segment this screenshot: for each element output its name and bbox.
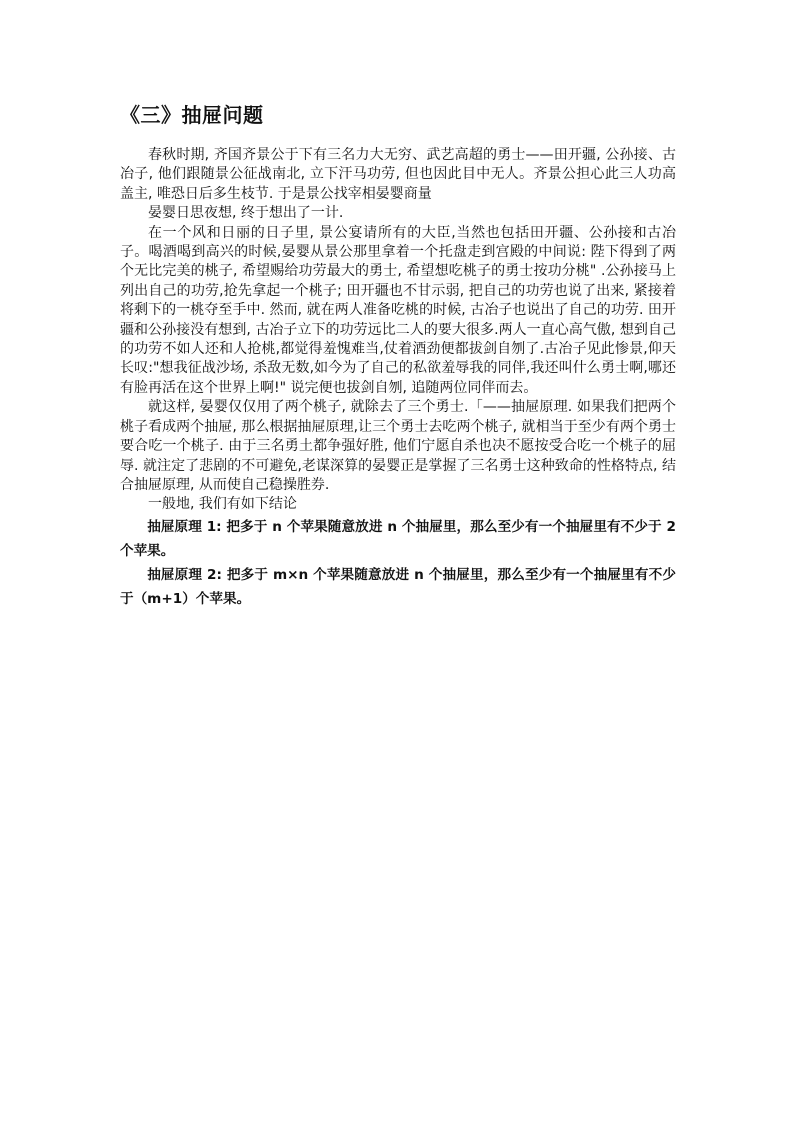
paragraph-plan: 晏婴日思夜想, 终于想出了一计. — [148, 205, 344, 222]
principle-1: 抽屉原理 1: 把多于 n 个苹果随意放进 n 个抽屉里，那么至少有一个抽屉里有不少于 2 个苹果。 — [120, 518, 676, 559]
paragraph-conclusion-intro: 一般地, 我们有如下结论 — [148, 496, 297, 513]
paragraph-story: 在一个风和日丽的日子里, 景公宴请所有的大臣,当然也包括田开疆、公孙接和古冶子。喝酒喝到高兴的时候,晏婴从景公那里拿着一个托盘走到宫殿的中间说: 陛下得到了两个无比完美的桃子, 希望赐给功劳最大的勇士, 希望想吃桃子的勇士按功分桃" .公孙接马上列出自己的功劳,抢先拿起一个桃子; 田开疆也不甘示弱, 把自己的功劳也说了出来, 紧接着将剩下的一桃夺至手中. 然而, 就在两人准备吃桃的时候, 古冶子也说出了自己的功劳. 田开疆和公孙接没有想到, 古冶子立下的功劳远比二人的要大很多.两人一直心高气傲, 想到自己的功劳不如人还和人抢桃,都觉得羞愧难当,仗着酒劲便都拔剑自刎了.古冶子见此惨景,仰天长叹:"想我征战沙场, 杀敌无数,如今为了自己的私欲羞辱我的同伴,我还叫什么勇士啊,哪还有脸再活在这个世界上啊!" 说完便也拔剑自刎, 追随两位同伴而去。 — [120, 224, 676, 396]
document-page — [120, 100, 676, 611]
paragraph-explanation: 就这样, 晏婴仅仅用了两个桃子, 就除去了三个勇士.「——抽屉原理. 如果我们把两个桃子看成两个抽屉, 那么根据抽屉原理,让三个勇士去吃两个桃子, 就相当于至少有两个勇士要合吃一个桃子. 由于三名勇土都争强好胜, 他们宁愿自杀也决不愿按受合吃一个桃子的屈辱. 就注定了悲剧的不可避免,老谋深算的晏婴正是掌握了三名勇士这种致命的性格特点, 结合抽屉原理, 从而使自己稳操胜券. — [120, 399, 676, 493]
principle-2: 抽屉原理 2: 把多于 m×n 个苹果随意放进 n 个抽屉里，那么至少有一个抽屉里有不少于（m+1）个苹果。 — [120, 566, 676, 607]
section-heading: 《三》抽屉问题 — [120, 103, 264, 127]
paragraph-intro: 春秋时期, 齐国齐景公于下有三名力大无穷、武艺高超的勇士——田开疆, 公孙接、古冶子, 他们跟随景公征战南北, 立下汗马功劳, 但也因此目中无人。齐景公担心此三人功高盖主, 唯恐日后多生枝节. 于是景公找宰相晏婴商量 — [120, 147, 676, 202]
